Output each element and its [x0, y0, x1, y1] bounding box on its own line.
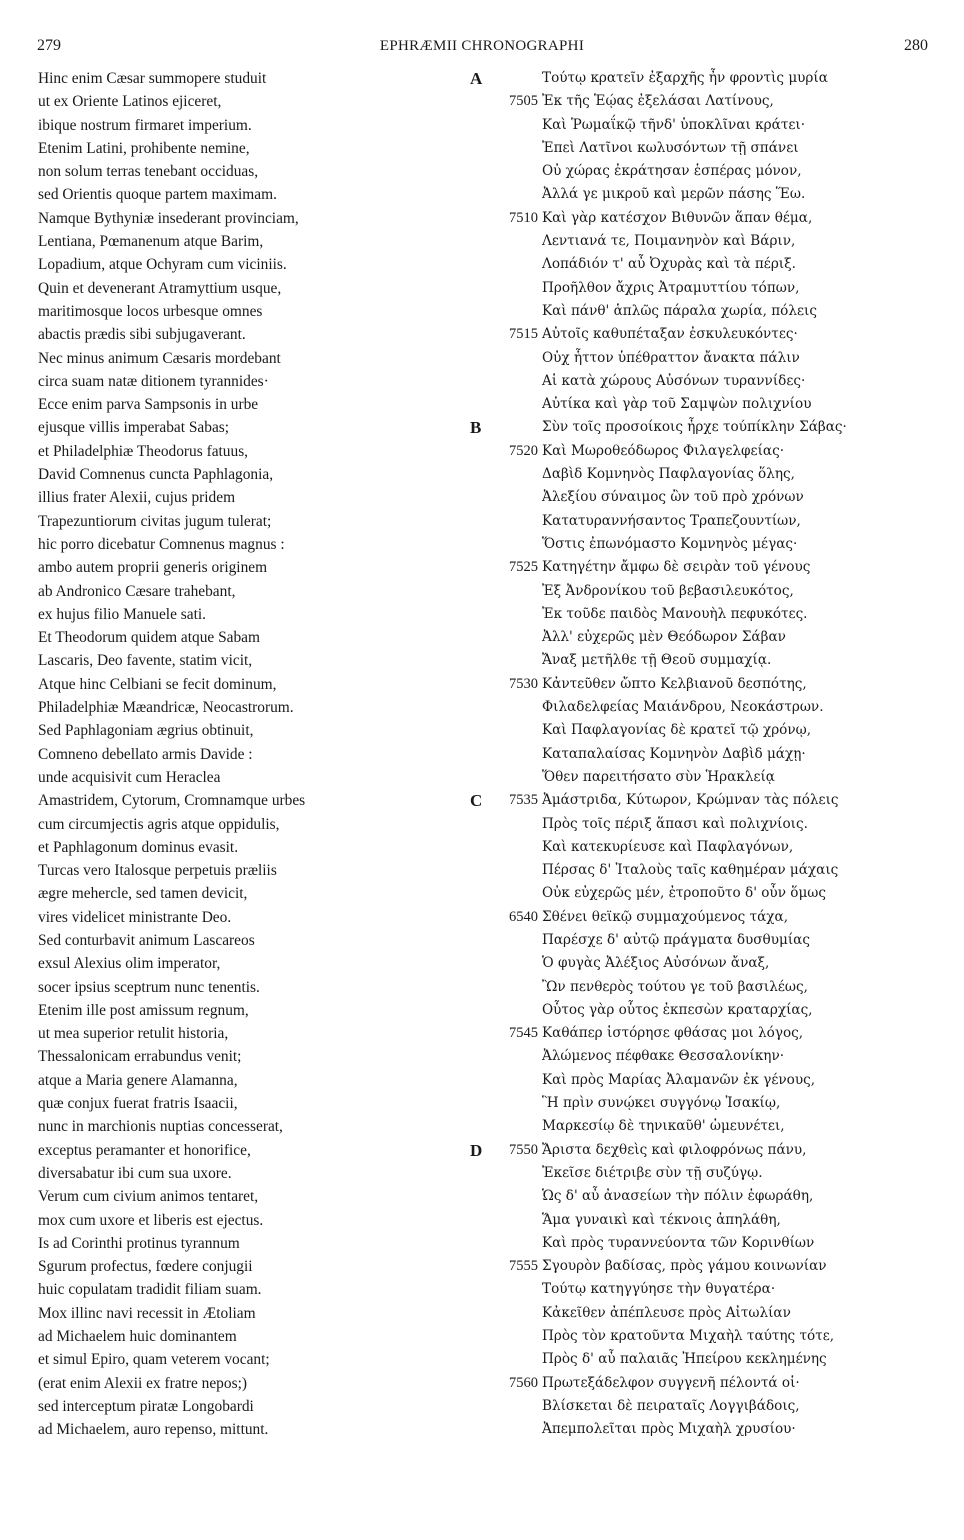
greek-verse-text: Οὐκ εὐχερῶς μέν, ἐτροποῦτο δ' οὖν ὅμως	[542, 885, 826, 902]
latin-line: (erat enim Alexii ex fratre nepos;)	[38, 1374, 247, 1392]
greek-line	[470, 323, 940, 346]
verse-number: 7525	[509, 559, 538, 576]
latin-line: circa suam natæ ditionem tyrannides·	[38, 372, 269, 390]
greek-line	[470, 137, 940, 160]
greek-line	[470, 90, 940, 113]
greek-verse-text: Καὶ Ῥωμαΐκῷ τῆνδ' ὑποκλῖναι κράτει·	[542, 116, 806, 133]
greek-line	[470, 999, 940, 1022]
latin-line: maritimosque locos urbesque omnes	[38, 302, 263, 320]
verse-number: 6540	[509, 908, 538, 925]
latin-line: Mox illinc navi recessit in Ætoliam	[38, 1304, 256, 1322]
greek-line	[470, 67, 940, 90]
greek-verse-text: Ὢν πενθερὸς τούτου γε τοῦ βασιλέως,	[542, 978, 808, 995]
greek-verse-text: Αὐτοῖς καθυπέταξαν ἐσκυλευκόντες·	[542, 326, 798, 343]
latin-line: Lopadium, atque Ochyram cum viciniis.	[38, 256, 287, 274]
greek-line	[470, 277, 940, 300]
latin-line: Namque Bythyniæ insederant provinciam,	[38, 209, 299, 227]
greek-line	[470, 1069, 940, 1092]
greek-verse-text: Ἐκεῖσε διέτριβε σὺν τῇ συζύγῳ.	[542, 1164, 763, 1181]
greek-verse-text: Ἐξ Ἀνδρονίκου τοῦ βεβασιλευκότος,	[542, 582, 794, 599]
greek-line	[470, 1045, 940, 1068]
latin-line: Atque hinc Celbiani se fecit dominum,	[38, 675, 277, 693]
greek-line	[470, 1278, 940, 1301]
latin-line: Is ad Corinthi protinus tyrannum	[38, 1234, 240, 1252]
latin-line: Hinc enim Cæsar summopere studuit	[38, 70, 267, 87]
greek-line	[470, 743, 940, 766]
latin-line: non solum terras tenebant occiduas,	[38, 163, 259, 181]
latin-line: Ecce enim parva Sampsonis in urbe	[38, 396, 259, 414]
greek-verse-text: Πρὸς τοῖς πέριξ ἅπασι καὶ πολιχνίοις.	[542, 815, 808, 832]
greek-line	[470, 533, 940, 556]
page-header	[0, 37, 964, 57]
greek-verse-text: Τούτῳ κατηγγύησε τὴν θυγατέρα·	[542, 1281, 776, 1298]
greek-line	[470, 1395, 940, 1418]
greek-line	[470, 347, 940, 370]
greek-verse-text: Ὅθεν παρειτήσατο σὺν Ἡρακλείᾳ	[542, 768, 775, 785]
latin-line: et simul Epiro, quam veterem vocant;	[38, 1351, 270, 1369]
greek-verse-text: Πρὸς τὸν κρατοῦντα Μιχαὴλ ταύτης τότε,	[542, 1328, 835, 1345]
latin-line: ad Michaelem, auro repenso, mittunt.	[38, 1421, 269, 1439]
greek-verse-text: Καὶ πρὸς Μαρίας Ἀλαμανῶν ἐκ γένους,	[542, 1071, 816, 1088]
greek-verse-text: Κατατυραννήσαντος Τραπεζουντίων,	[542, 512, 801, 529]
latin-line: Et Theodorum quidem atque Sabam	[38, 629, 260, 647]
greek-verse-text: Ἐκ τοῦδε παιδὸς Μανουὴλ πεφυκότες.	[542, 605, 808, 622]
greek-verse-text: Κἀντεῦθεν ὤπτο Κελβιανοῦ δεσπότης,	[542, 675, 807, 692]
greek-verse-text: Καὶ Μωροθεόδωρος Φιλαγελφείας·	[542, 442, 785, 459]
greek-verse-text: Ἅμα γυναικὶ καὶ τέκνοις ἀπηλάθη,	[542, 1211, 781, 1228]
greek-verse-text: Ὡς δ' αὖ ἀνασείων τὴν πόλιν ἐφωράθη,	[542, 1188, 814, 1205]
verse-number: 7530	[509, 675, 538, 692]
section-marker: C	[470, 791, 483, 811]
greek-line	[470, 673, 940, 696]
latin-line: ex hujus filio Manuele sati.	[38, 605, 206, 623]
greek-verse-text: Πρὸς δ' αὖ παλαιᾶς Ἠπείρου κεκλημένης	[542, 1351, 827, 1368]
latin-line: ad Michaelem huic dominantem	[38, 1328, 237, 1346]
greek-verse-text: Αἱ κατὰ χώρους Αὐσόνων τυραννίδες·	[542, 372, 806, 389]
greek-line	[470, 789, 940, 812]
greek-line	[470, 1232, 940, 1255]
left-page-number: 279	[37, 37, 61, 54]
greek-verse-text: Παρέσχε δ' αὐτῷ πράγματα δυσθυμίας	[542, 931, 810, 948]
latin-line: sed interceptum piratæ Longobardi	[38, 1397, 254, 1415]
greek-line	[470, 766, 940, 789]
latin-line: vires videlicet ministrante Deo.	[38, 908, 232, 926]
greek-column	[470, 67, 940, 1442]
latin-line: cum circumjectis agris atque oppidulis,	[38, 815, 280, 833]
latin-line: huic copulatam tradidit filiam suam.	[38, 1281, 262, 1299]
latin-line: Lascaris, Deo favente, statim vicit,	[38, 652, 253, 670]
latin-line: exsul Alexius olim imperator,	[38, 955, 221, 973]
greek-line	[470, 929, 940, 952]
greek-line	[470, 160, 940, 183]
latin-line: nunc in marchionis nuptias concesserat,	[38, 1118, 283, 1136]
greek-line	[470, 393, 940, 416]
greek-line	[470, 463, 940, 486]
latin-line: Thessalonicam errabundus venit;	[38, 1048, 242, 1066]
greek-verse-text: Μαρκεσίῳ δὲ τηνικαῦθ' ὡμευνέτει,	[542, 1118, 785, 1135]
greek-line	[470, 370, 940, 393]
greek-verse-text: Ἀλώμενος πέφθακε Θεσσαλονίκην·	[542, 1048, 785, 1065]
latin-line: abactis prædis sibi subjugaverant.	[38, 326, 246, 344]
latin-line: David Comnenus cuncta Paphlagonia,	[38, 466, 274, 484]
latin-line: Lentiana, Pœmanenum atque Barim,	[38, 233, 264, 251]
greek-line	[470, 253, 940, 276]
verse-number: 7550	[509, 1141, 538, 1158]
latin-line: et Philadelphiæ Theodorus fatuus,	[38, 442, 249, 460]
greek-line	[470, 906, 940, 929]
greek-line	[470, 626, 940, 649]
greek-line	[470, 1348, 940, 1371]
greek-verse-text: Καὶ κατεκυρίευσε καὶ Παφλαγόνων,	[542, 838, 794, 855]
greek-line	[470, 1372, 940, 1395]
latin-line: Philadelphiæ Mæandricæ, Neocastrorum.	[38, 699, 294, 717]
greek-verse-text: Ἀλλά γε μικροῦ καὶ μερῶν πάσης Ἕω.	[542, 186, 806, 203]
greek-line	[470, 230, 940, 253]
greek-line	[470, 1255, 940, 1278]
greek-line	[470, 882, 940, 905]
greek-line	[470, 1209, 940, 1232]
latin-line: Sed Paphlagoniam ægrius obtinuit,	[38, 722, 254, 740]
latin-line: quæ conjux fuerat fratris Isaacii,	[38, 1095, 238, 1113]
verse-number: 7510	[509, 209, 538, 226]
latin-line: Turcas vero Italosque perpetuis præliis	[38, 862, 277, 880]
latin-line: Comneno debellato armis Davide :	[38, 745, 253, 763]
latin-line: socer ipsius sceptrum nunc tenentis.	[38, 978, 260, 996]
greek-verse-text: Κατηγέτην ἄμφω δὲ σειρὰν τοῦ γένους	[542, 559, 811, 576]
latin-line: illius frater Alexii, cujus pridem	[38, 489, 236, 507]
greek-verse-text: Καταπαλαίσας Κομνηνὸν Δαβὶδ μάχῃ·	[542, 745, 806, 762]
greek-verse-text: Αὐτίκα καὶ γὰρ τοῦ Σαμψὼν πολιχνίου	[542, 396, 812, 413]
greek-verse-text: Καὶ πρὸς τυραννεύοντα τῶν Κορινθίων	[542, 1234, 815, 1251]
greek-line	[470, 510, 940, 533]
greek-verse-text: Καὶ Παφλαγονίας δὲ κρατεῖ τῷ χρόνῳ,	[542, 722, 812, 739]
greek-line	[470, 1092, 940, 1115]
greek-verse-text: Πέρσας δ' Ἰταλοὺς ταῖς καθημέραν μάχαις	[542, 862, 839, 879]
verse-number: 7535	[509, 792, 538, 809]
greek-line	[470, 207, 940, 230]
greek-line	[470, 859, 940, 882]
greek-line	[470, 183, 940, 206]
greek-verse-text: Ἀλλ' εὐχερῶς μὲν Θεόδωρον Σάβαν	[542, 629, 786, 646]
latin-line: exceptus peramanter et honorifice,	[38, 1141, 251, 1159]
greek-verse-text: Λοπάδιόν τ' αὖ Ὀχυρὰς καὶ τὰ πέριξ.	[542, 256, 796, 273]
greek-verse-text: Σὺν τοῖς προσοίκοις ἦρχε τούπίκλην Σάβας·	[542, 419, 847, 436]
greek-verse-text: Ἣ πρὶν συνῴκει συγγόνῳ Ἰσακίῳ,	[542, 1095, 781, 1112]
latin-line: Etenim ille post amissum regnum,	[38, 1001, 249, 1019]
latin-line: Nec minus animum Cæsaris mordebant	[38, 349, 281, 367]
greek-verse-text: Οὗτος γὰρ οὗτος ἐκπεσὼν κραταρχίας,	[542, 1001, 813, 1018]
greek-verse-text: Βλίσκεται δὲ πειραταῖς Λογγιβάδοις,	[542, 1397, 800, 1414]
greek-verse-text: Ἄριστα δεχθεὶς καὶ φιλοφρόνως πάνυ,	[542, 1141, 807, 1158]
greek-verse-text: Καὶ γὰρ κατέσχον Βιθυνῶν ἅπαν θέμα,	[542, 209, 813, 226]
latin-line: Amastridem, Cytorum, Cromnamque urbes	[38, 792, 306, 810]
right-page-number: 280	[904, 37, 928, 54]
latin-line: unde acquisivit cum Heraclea	[38, 768, 221, 786]
greek-line	[470, 486, 940, 509]
latin-line: ægre mehercle, sed tamen devicit,	[38, 885, 248, 903]
greek-verse-text: Τούτῳ κρατεῖν ἐξαρχῆς ἦν φροντὶς μυρία	[542, 70, 828, 86]
greek-line	[470, 813, 940, 836]
greek-verse-text: Ἀπεμπολεῖται πρὸς Μιχαὴλ χρυσίου·	[542, 1421, 796, 1438]
greek-verse-text: Ὅστις ἐπωνόμαστο Κομνηνὸς μέγας·	[542, 535, 798, 552]
latin-line: ibique nostrum firmaret imperium.	[38, 116, 252, 134]
greek-verse-text: Κἀκεῖθεν ἀπέπλευσε πρὸς Αἰτωλίαν	[542, 1304, 791, 1321]
greek-line	[470, 416, 940, 439]
verse-number: 7520	[509, 442, 538, 459]
greek-verse-text: Καθάπερ ἱστόρησε φθάσας μοι λόγος,	[542, 1025, 804, 1042]
greek-line	[470, 300, 940, 323]
greek-line	[470, 556, 940, 579]
section-marker: D	[470, 1140, 483, 1160]
greek-verse-text: Οὐ χώρας ἐκράτησαν ἑσπέρας μόνον,	[542, 163, 802, 180]
latin-line: Trapezuntiorum civitas jugum tulerat;	[38, 512, 272, 530]
latin-line: Verum cum civium animos tentaret,	[38, 1188, 259, 1206]
greek-verse-text: Φιλαδελφείας Μαιάνδρου, Νεοκάστρων.	[542, 699, 824, 716]
greek-verse-text: Πρωτεξάδελφον συγγενῆ πέλοντά οἱ·	[542, 1374, 800, 1391]
latin-line: ut ex Oriente Latinos ejiceret,	[38, 93, 222, 111]
latin-line: diversabatur ibi cum sua uxore.	[38, 1164, 232, 1182]
latin-line: ambo autem proprii generis originem	[38, 559, 268, 577]
greek-verse-text: Ἀμάστριδα, Κύτωρον, Κρώμναν τὰς πόλεις	[542, 792, 839, 809]
greek-verse-text: Σθένει θεϊκῷ συμμαχούμενος τάχα,	[542, 908, 789, 925]
greek-verse-text: Ἄναξ μετῆλθε τῇ Θεοῦ συμμαχίᾳ.	[542, 652, 772, 669]
greek-verse-text: Ἐκ τῆς Ἑῴας ἐξελάσαι Λατίνους,	[542, 93, 774, 110]
greek-verse-text: Καὶ πάνθ' ἁπλῶς πάραλα χωρία, πόλεις	[542, 302, 817, 319]
latin-line: Quin et devenerant Atramyttium usque,	[38, 279, 282, 297]
greek-line	[470, 1162, 940, 1185]
greek-line	[470, 1115, 940, 1138]
latin-column	[38, 67, 438, 1442]
running-title: EPHRÆMII CHRONOGRAPHI	[379, 38, 585, 54]
section-marker: A	[470, 69, 483, 88]
latin-line: sed Orientis quoque partem maximam.	[38, 186, 277, 204]
latin-line: Sgurum profectus, fœdere conjugii	[38, 1258, 253, 1276]
latin-line: Sed conturbavit animum Lascareos	[38, 931, 255, 949]
greek-line	[470, 1325, 940, 1348]
greek-line	[470, 1302, 940, 1325]
greek-verse-text: Οὐχ ἧττον ὑπέθραττον ἄνακτα πάλιν	[542, 349, 800, 366]
latin-line: atque a Maria genere Alamanna,	[38, 1071, 238, 1089]
greek-verse-text: Ἀλεξίου σύναιμος ὢν τοῦ πρὸ χρόνων	[542, 489, 804, 506]
greek-line	[470, 580, 940, 603]
latin-line: Etenim Latini, prohibente nemine,	[38, 139, 250, 157]
greek-verse-text: Δαβὶδ Κομνηνὸς Παφλαγονίας ὅλης,	[542, 466, 795, 483]
greek-verse-text: Σγουρὸν βαδίσας, πρὸς γάμου κοινωνίαν	[542, 1258, 827, 1275]
greek-line	[470, 719, 940, 742]
verse-number: 7555	[509, 1258, 538, 1275]
greek-line	[470, 1185, 940, 1208]
greek-line	[470, 603, 940, 626]
latin-line: ut mea superior retulit historia,	[38, 1025, 229, 1043]
verse-number: 7560	[509, 1374, 538, 1391]
verse-number: 7505	[509, 93, 538, 110]
greek-line	[470, 696, 940, 719]
verse-number: 7545	[509, 1025, 538, 1042]
greek-line	[470, 952, 940, 975]
latin-line: ab Andronico Cæsare trahebant,	[38, 582, 236, 600]
section-marker: B	[470, 418, 482, 438]
greek-verse-text: Ἐπεὶ Λατῖνοι κωλυσόντων τῇ σπάνει	[542, 139, 799, 156]
latin-line: mox cum uxore et liberis est ejectus.	[38, 1211, 264, 1229]
greek-line	[470, 1022, 940, 1045]
greek-verse-text: Ὁ φυγὰς Ἀλέξιος Αὐσόνων ἄναξ,	[542, 955, 770, 972]
greek-line	[470, 114, 940, 137]
latin-line: hic porro dicebatur Comnenus magnus :	[38, 535, 285, 553]
greek-verse-text: Λεντιανά τε, Ποιμανηνὸν καὶ Βάριν,	[542, 233, 796, 250]
greek-line	[470, 440, 940, 463]
greek-line	[470, 836, 940, 859]
latin-line: ejusque villis imperabat Sabas;	[38, 419, 230, 437]
greek-verse-text: Προῆλθον ἄχρις Ἀτραμυττίου τόπων,	[542, 279, 800, 296]
greek-line	[470, 1139, 940, 1162]
greek-line	[470, 1418, 940, 1441]
latin-line: et Paphlagonum dominus evasit.	[38, 838, 239, 856]
greek-line	[470, 649, 940, 672]
greek-line	[470, 976, 940, 999]
verse-number: 7515	[509, 326, 538, 343]
